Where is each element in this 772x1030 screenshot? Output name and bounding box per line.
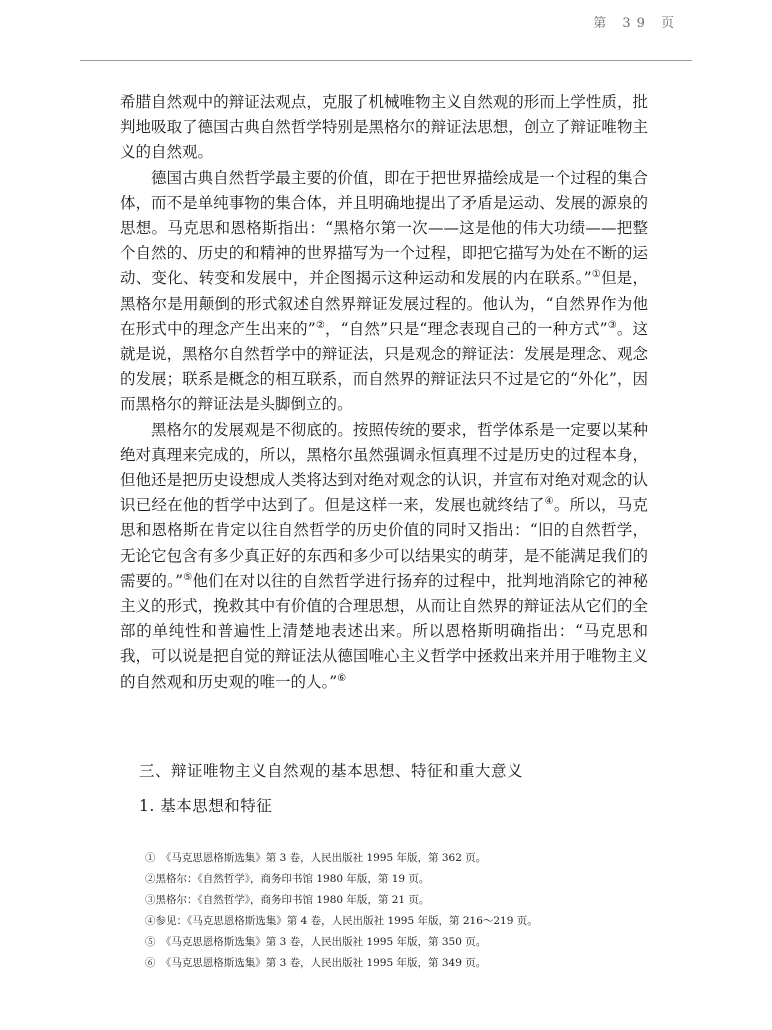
footnote-2: ②黑格尔：《自然哲学》，商务印书馆 1980 年版，第 19 页。 (145, 873, 430, 885)
paragraph-text: 。所以，马克思和恩格斯在肯定以往自然哲学的历史价值的同时又指出：“旧的自然哲学，无论它包含有多少真正好的东西和多少可以结果实的萌芽，是不能满足我们的需要的。” (120, 496, 648, 590)
paragraph-2 (120, 166, 648, 418)
footnote-ref-1: ① (591, 269, 602, 281)
footnote-5: ⑤ 《马克思恩格斯选集》第 3 卷，人民出版社 1995 年版，第 350 页。 (145, 936, 487, 948)
footnote-ref-3: ③ (607, 319, 617, 331)
footnote-ref-6: ⑥ (337, 672, 347, 684)
footnote-3: ③黑格尔：《自然哲学》，商务印书馆 1980 年版，第 21 页。 (145, 894, 430, 906)
footnotes-list (145, 848, 665, 974)
paragraph-text: 希腊自然观中的辩证法观点，克服了机械唯物主义自然观的形而上学性质，批判地吸取了德国古典自然哲学特别是黑格尔的辩证法思想，创立了辩证唯物主义的自然观。 (120, 93, 648, 162)
paragraph-text: 他们在对以往的自然哲学进行扬弃的过程中，批判地消除它的神秘主义的形式，挽救其中有价值的合理思想，从而让自然界的辩证法从它们的全部的单纯性和普遍性上清楚地表述出来。所以恩格斯明确指出：“马克思和我，可以说是把自觉的辩证法从德国唯心主义哲学中拯救出来并用于唯物主义的自然观和历史观的唯一的人。” (120, 571, 648, 691)
footnote-ref-2: ② (315, 319, 325, 331)
paragraph-text: ，“自然”只是“理念表现自己的一种方式” (325, 319, 608, 338)
footnote-ref-4: ④ (544, 496, 554, 508)
header-divider (80, 60, 692, 61)
paragraph-text: 但是，黑格尔是用颠倒的形式叙述自然界辩证发展过程的。他认为，“自然界作为他在形式中的理念产生出来的” (120, 269, 648, 338)
body-text (120, 90, 648, 695)
paragraph-text: 。这就是说，黑格尔自然哲学中的辩证法，只是观念的辩证法：发展是理念、观念的发展；联系是概念的相互联系，而自然界的辩证法只不过是它的“外化”，因而黑格尔的辩证法是头脚倒立的。 (120, 319, 648, 414)
section-heading: 三、辩证唯物主义自然观的基本思想、特征和重大意义 (139, 762, 524, 780)
subsection-heading: 1. 基本思想和特征 (139, 797, 273, 815)
paragraph-3 (120, 418, 648, 695)
paragraph-1 (120, 90, 648, 166)
paragraph-text: 黑格尔的发展观是不彻底的。按照传统的要求，哲学体系是一定要以某种绝对真理来完成的，所以，黑格尔虽然强调永恒真理不过是历史的过程本身，但他还是把历史设想成人类将达到对绝对观念的认识，并宣布对绝对观念的认识已经在他的哲学中达到了。但是这样一来，发展也就终结了 (120, 420, 648, 515)
footnote-ref-5: ⑤ (183, 571, 193, 583)
page-number: 第 39 页 (593, 16, 680, 31)
paragraph-text: 德国古典自然哲学最主要的价值，即在于把世界描绘成是一个过程的集合体，而不是单纯事物的集合体，并且明确地提出了矛盾是运动、发展的源泉的思想。马克思和恩格斯指出：“黑格尔第一次——这是他的伟大功绩——把整个自然的、历史的和精神的世界描写为一个过程，即把它描写为处在不断的运动、变化、转变和发展中，并企图揭示这种运动和发展的内在联系。” (120, 168, 648, 288)
footnote-6: ⑥ 《马克思恩格斯选集》第 3 卷，人民出版社 1995 年版，第 349 页。 (145, 957, 487, 969)
footnote-4: ④参见：《马克思恩格斯选集》第 4 卷，人民出版社 1995 年版，第 216～219 页。 (145, 915, 538, 927)
footnote-1: ① 《马克思恩格斯选集》第 3 卷，人民出版社 1995 年版，第 362 页。 (145, 852, 487, 864)
